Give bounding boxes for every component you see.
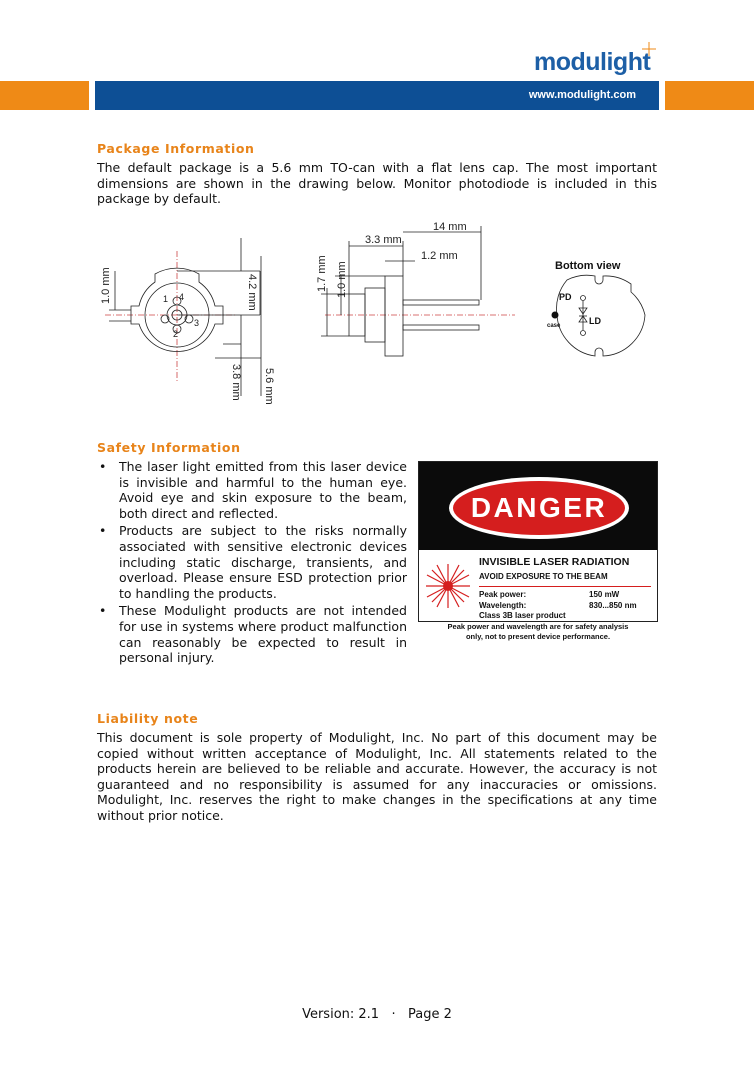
pin-label-2: 2 bbox=[173, 329, 179, 339]
safety-item: • Products are subject to the risks normally associated with sensitive electronic devices including static discharge, transients, and overload. Please ensure ESD protection prior to handling the products. bbox=[97, 523, 407, 601]
dim-14mm: 14 mm bbox=[433, 221, 467, 233]
safety-heading: Safety Information bbox=[97, 440, 241, 455]
wavelength-value: 830...850 nm bbox=[589, 601, 637, 610]
dim-3-8mm: 3.8 mm bbox=[230, 364, 242, 401]
header-band-left bbox=[0, 81, 89, 110]
dim-4-2mm: 4.2 mm bbox=[246, 274, 258, 311]
safety-item: • These Modulight products are not intended for use in systems where product malfunction can reasonably be expected to result in personal injury. bbox=[97, 603, 407, 665]
pin-label-3: 3 bbox=[194, 318, 200, 328]
case-label: case bbox=[547, 323, 561, 329]
ld-label: LD bbox=[589, 316, 601, 326]
package-paragraph: The default package is a 5.6 mm TO-can with a flat lens cap. The most important dimensions are shown in the drawing below. Monitor photodiode is included in this package by default. bbox=[97, 160, 657, 207]
dim-1-7mm: 1.7 mm bbox=[316, 255, 328, 292]
safety-item: • The laser light emitted from this laser device is invisible and harmful to the human eye. Avoid eye and skin exposure to the beam, both direct and reflected. bbox=[97, 459, 407, 521]
wavelength-label: Wavelength: bbox=[479, 601, 527, 610]
dim-1-2mm: 1.2 mm bbox=[421, 250, 458, 262]
header-band-right bbox=[665, 81, 754, 110]
page-number: Page 2 bbox=[408, 1007, 452, 1022]
pin-label-1: 1 bbox=[163, 294, 169, 304]
warning-line-1: INVISIBLE LASER RADIATION bbox=[479, 556, 630, 568]
dim-3-3mm: 3.3 mm bbox=[365, 234, 402, 246]
danger-caption bbox=[418, 622, 658, 642]
footer-separator: · bbox=[391, 1007, 396, 1022]
warning-line-2: AVOID EXPOSURE TO THE BEAM bbox=[479, 572, 608, 581]
danger-oval bbox=[453, 481, 625, 535]
package-heading: Package Information bbox=[97, 141, 255, 156]
warning-rule bbox=[479, 586, 651, 587]
liability-heading: Liability note bbox=[97, 711, 199, 726]
danger-caption-line-2: only, not to present device performance. bbox=[465, 632, 611, 641]
logo-star-icon bbox=[642, 42, 656, 56]
package-drawing bbox=[95, 216, 655, 411]
pd-label: PD bbox=[559, 292, 572, 302]
danger-caption-line-1: Peak power and wavelength are for safety analysis bbox=[447, 622, 629, 631]
pin-label-4: 4 bbox=[179, 292, 185, 302]
website-url[interactable]: www.modulight.com bbox=[528, 89, 636, 101]
laser-class: Class 3B laser product bbox=[479, 611, 566, 620]
safety-list bbox=[97, 459, 407, 668]
danger-label bbox=[418, 461, 658, 622]
peak-power-value: 150 mW bbox=[589, 590, 620, 599]
side-view bbox=[321, 226, 515, 356]
version-label: Version: 2.1 bbox=[302, 1007, 380, 1022]
liability-paragraph: This document is sole property of Modulight, Inc. No part of this document may be copied without written acceptance of Modulight, Inc. All statements related to the products herein are believed to be reliable and accurate. However, the accuracy is not guaranteed and no responsibility is assumed for any inaccuracies or omissions. Modulight, Inc. reserves the right to make changes in the specifications at any time without prior notice. bbox=[97, 730, 657, 823]
dim-5-6mm: 5.6 mm bbox=[263, 368, 275, 405]
page-footer bbox=[0, 1007, 754, 1022]
dim-1-0mm-left: 1.0 mm bbox=[100, 267, 112, 304]
peak-power-label: Peak power: bbox=[479, 590, 527, 599]
dim-1-0mm-side: 1.0 mm bbox=[336, 261, 348, 298]
laser-starburst-icon bbox=[425, 563, 471, 609]
bottom-view-title: Bottom view bbox=[555, 260, 621, 272]
modulight-logo: modulight bbox=[534, 48, 651, 76]
danger-word: DANGER bbox=[470, 492, 608, 523]
